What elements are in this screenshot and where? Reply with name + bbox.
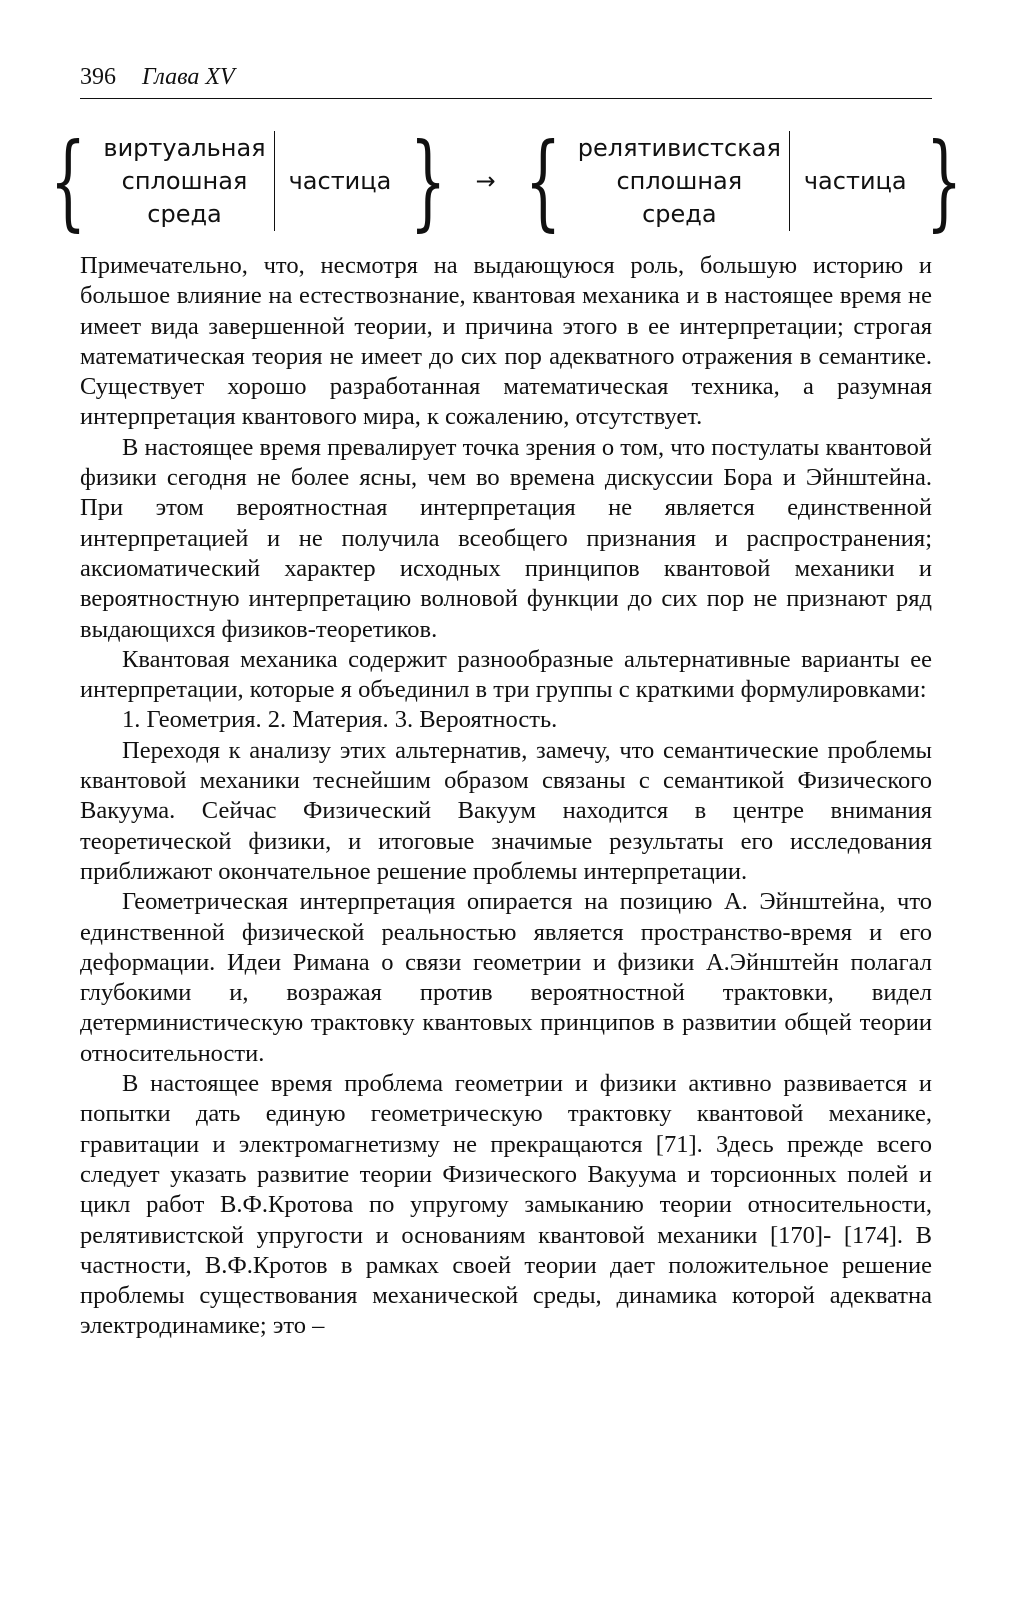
paragraph: Геометрическая интерпретация опирается на позицию А. Эйнштейна, что единственной физической реальностью является пространство-время и его деформации. Идеи Римана о связи геометрии и физики А.Эйнштейн полагал глубокими и, возражая против вероятностной трактовки, видел детерминистическую трактовку квантовых принципов в развитии общей теории относительности.	[80, 888, 932, 1067]
paragraph: В настоящее время превалирует точка зрения о том, что постулаты квантовой физики сегодня не более ясны, чем во времена дискуссии Бора и Эйнштейна. При этом вероятностная интерпретация не является единственной интерпретацией и не получила всеобщего признания и распространения; аксиоматический характер исходных принципов квантовой механики и вероятностную интерпретацию волновой функции до сих пор не признают ряд выдающихся физиков-теоретиков.	[80, 433, 932, 643]
formula-right-stack	[576, 131, 790, 231]
book-page	[50, 62, 962, 1342]
formula-left-line-3: среда	[147, 199, 222, 228]
paragraph: Переходя к анализу этих альтернатив, замечу, что семантические проблемы квантовой механики теснейшим образом связаны с семантикой Физического Вакуума. Сейчас Физический Вакуум находится в центре внимания теоретической физики, и итоговые значимые результаты его исследования приближают окончательное решение проблемы интерпретации.	[80, 736, 932, 885]
formula-arrow: →	[475, 166, 496, 195]
list-line: 1. Геометрия. 2. Материя. 3. Вероятность.	[122, 706, 558, 734]
right-brace-open: {	[524, 120, 561, 242]
formula-left-group	[35, 120, 461, 242]
formula-left-line-2: сплошная	[121, 166, 248, 195]
formula-right-line-3: среда	[642, 199, 717, 228]
right-brace-close: }	[925, 120, 962, 242]
formula-right-word: частица	[803, 166, 907, 195]
formula-right-group	[510, 120, 977, 242]
paragraph: Примечательно, что, несмотря на выдающуюся роль, большую историю и большое влияние на естествознание, квантовая механика и в настоящее время не имеет вида завершенной теории, и причина этого в ее интерпретации; строгая математическая теория не имеет до сих пор адекватного отражения в семантике. Существует хорошо разработанная математическая техника, а разумная интерпретация квантового мира, к сожалению, отсутствует.	[80, 252, 932, 431]
page-number: 396	[80, 64, 116, 90]
formula-left-stack	[101, 131, 274, 231]
left-brace-close: }	[410, 120, 447, 242]
paragraph: В настоящее время проблема геометрии и физики активно развивается и попытки дать единую геометрическую трактовку квантовой механике, гравитации и электромагнетизму не прекращаются [71]. Здесь прежде всего следует указать развитие теории Физического Вакуума и торсионных полей и цикл работ В.Ф.Кротова по упругому замыканию теории относительности, релятивистской упругости и основаниям квантовой механики [170]- [174]. В частности, В.Ф.Кротов в рамках своей теории дает положительное решение проблемы существования механической среды, динамика которой адекватна электродинамике; это –	[80, 1070, 932, 1340]
transition-formula	[50, 120, 962, 242]
left-brace-open: {	[50, 120, 87, 242]
formula-left-line-1: виртуальная	[103, 133, 266, 162]
formula-right-line-2: сплошная	[616, 166, 743, 195]
body-text	[80, 251, 932, 1342]
chapter-title: Глава XV	[142, 64, 235, 90]
formula-left-word: частица	[288, 166, 392, 195]
paragraph: Квантовая механика содержит разнообразные альтернативные варианты ее интерпретации, которые я объединил в три группы с краткими формулировками:	[80, 645, 932, 704]
formula-right-line-1: релятивистская	[577, 133, 781, 162]
running-header	[80, 62, 932, 99]
